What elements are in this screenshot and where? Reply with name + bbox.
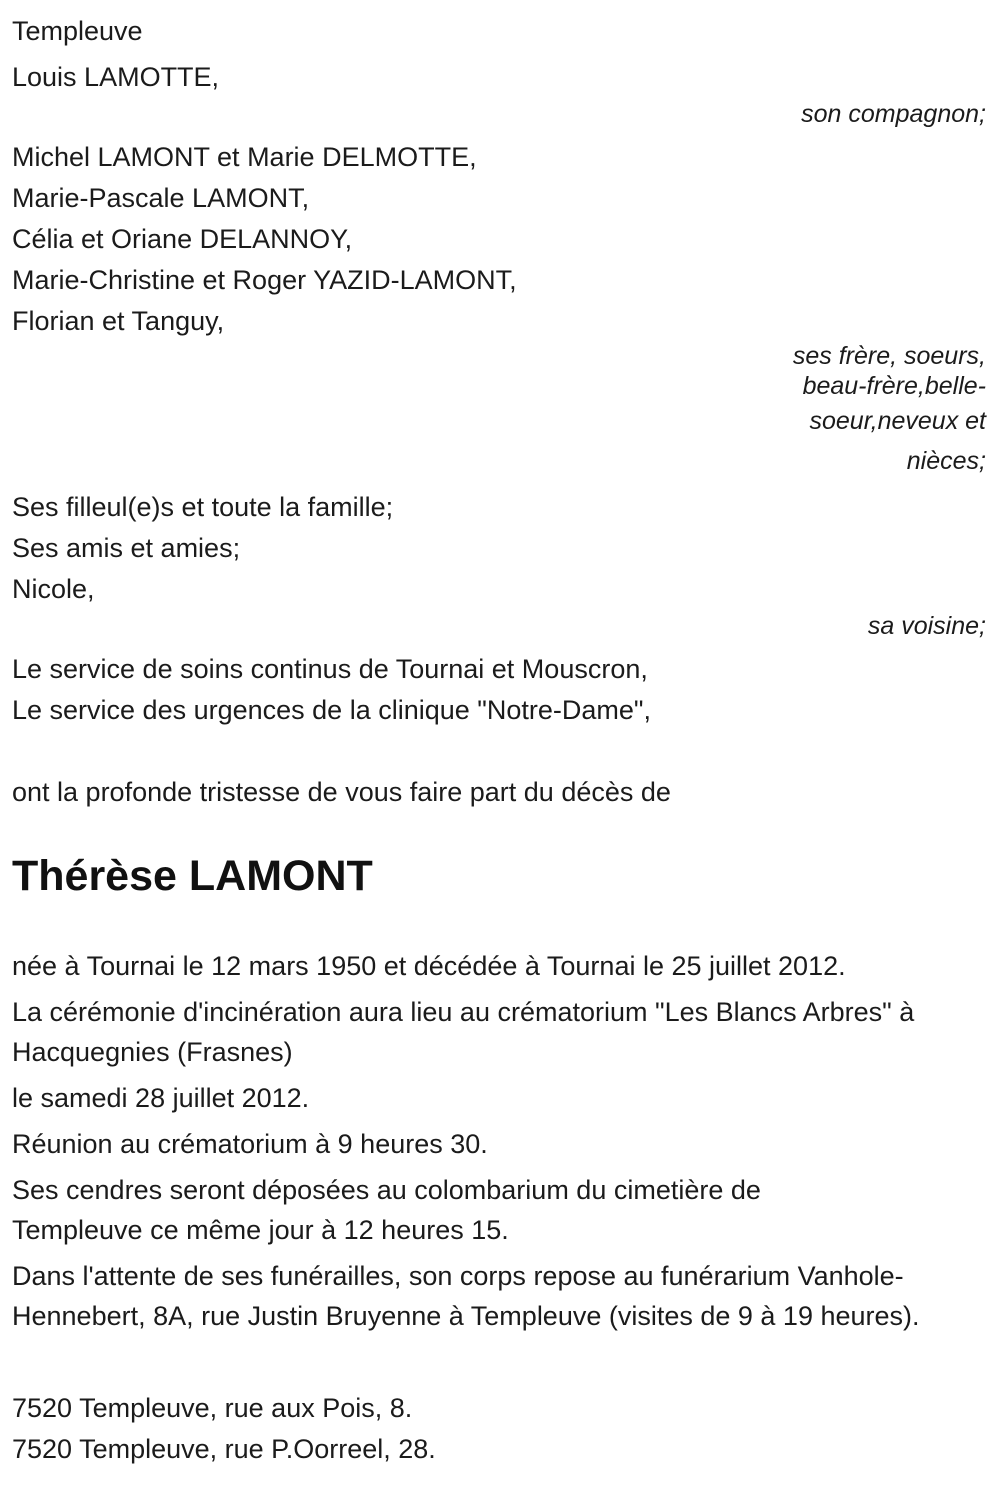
funerarium-paragraph: Dans l'attente de ses funérailles, son corps repose au funérarium Vanhole-Hennebert, 8A, rue Justin Bruyenne à Templeuve (visites de 9 à 19 heures).	[12, 1261, 920, 1331]
family-relation-line: beau-frère,belle-	[802, 372, 986, 400]
family-member-line: Marie-Pascale LAMONT,	[12, 183, 310, 213]
companion-name-line: Louis LAMOTTE,	[12, 62, 220, 92]
friends-line: Ses amis et amies;	[12, 533, 241, 563]
address-line: 7520 Templeuve, rue P.Oorreel, 28.	[12, 1434, 436, 1464]
neighbor-relation-aside: sa voisine;	[867, 612, 986, 640]
emergency-service-line: Le service des urgences de la clinique "Notre-Dame",	[12, 695, 651, 725]
ceremony-paragraph: La cérémonie d'incinération aura lieu au crématorium "Les Blancs Arbres" à Hacquegnies (Frasnes)	[12, 997, 915, 1067]
family-member-line: Michel LAMONT et Marie DELMOTTE,	[12, 142, 477, 172]
family-relation-line: nièces;	[906, 447, 986, 475]
ashes-paragraph: Ses cendres seront déposées au colombarium du cimetière de Templeuve ce même jour à 12 heures 15.	[12, 1175, 761, 1245]
announcement-line: ont la profonde tristesse de vous faire part du décès de	[12, 777, 671, 807]
family-member-line: Florian et Tanguy,	[12, 306, 225, 336]
deceased-name-heading: Thérèse LAMONT	[12, 852, 373, 900]
location-line: Templeuve	[12, 16, 143, 46]
care-service-line: Le service de soins continus de Tournai et Mouscron,	[12, 654, 648, 684]
ceremony-date-line: le samedi 28 juillet 2012.	[12, 1083, 310, 1113]
companion-relation-aside: son compagnon;	[801, 100, 986, 128]
neighbor-name-line: Nicole,	[12, 574, 95, 604]
address-line: 7520 Templeuve, rue aux Pois, 8.	[12, 1393, 413, 1423]
godchildren-line: Ses filleul(e)s et toute la famille;	[12, 492, 394, 522]
family-relation-line: soeur,neveux et	[809, 407, 986, 435]
family-relation-aside	[12, 341, 986, 481]
birth-death-line: née à Tournai le 12 mars 1950 et décédée à Tournai le 25 juillet 2012.	[12, 951, 846, 981]
meeting-line: Réunion au crématorium à 9 heures 30.	[12, 1129, 488, 1159]
family-member-line: Marie-Christine et Roger YAZID-LAMONT,	[12, 265, 517, 295]
family-member-line: Célia et Oriane DELANNOY,	[12, 224, 353, 254]
family-relation-line: ses frère, soeurs,	[792, 342, 986, 370]
